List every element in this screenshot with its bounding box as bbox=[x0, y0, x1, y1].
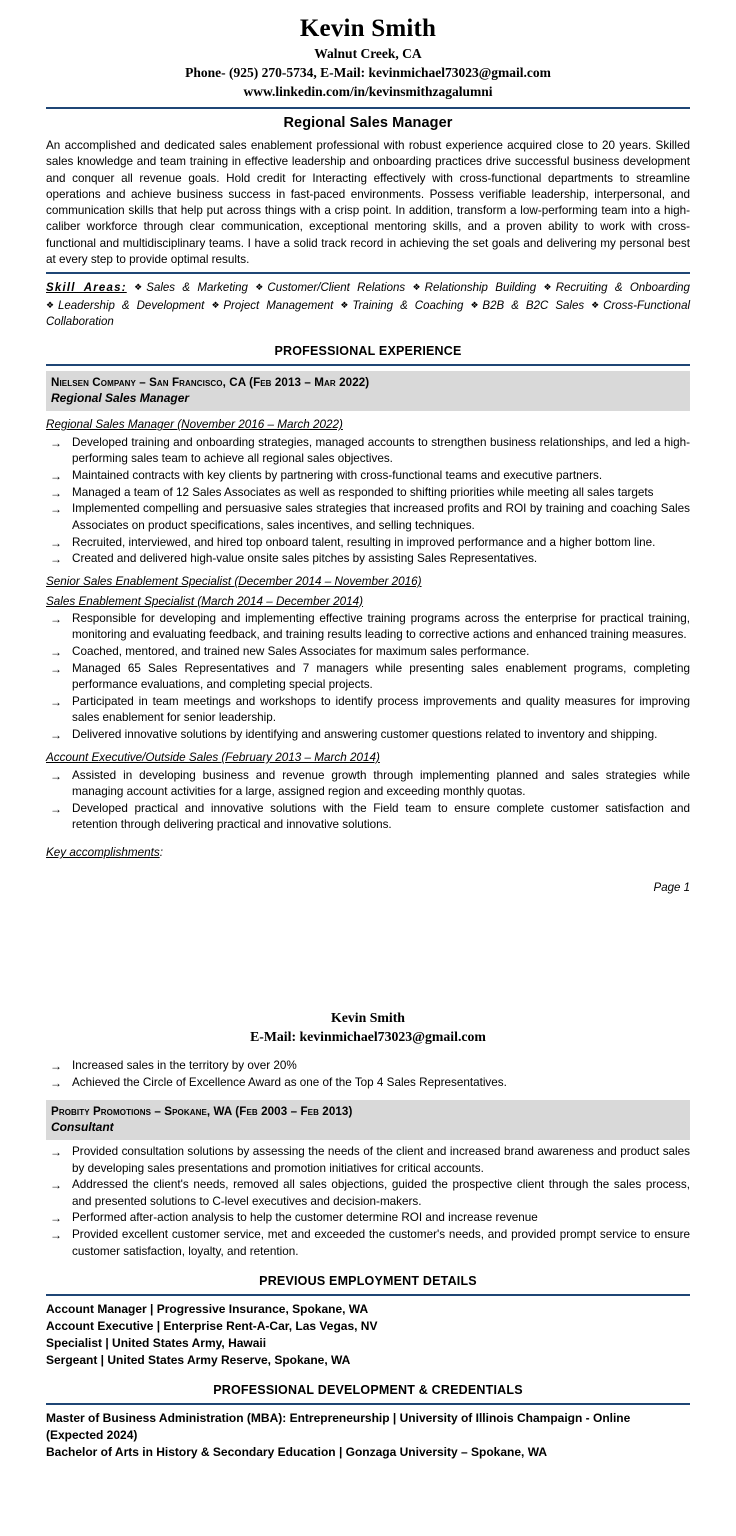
list-item-text: Delivered innovative solutions by identifying and answering customer questions related to inventory and shipping. bbox=[72, 728, 658, 742]
credentials-list bbox=[46, 1410, 690, 1461]
candidate-location: Walnut Creek, CA bbox=[314, 46, 422, 61]
role-title: Senior Sales Enablement Specialist (December 2014 – November 2016) bbox=[46, 575, 422, 589]
role-block-sales-enablement-specialist bbox=[46, 592, 690, 612]
arrow-bullet-icon: → bbox=[50, 1178, 62, 1193]
role-block-senior-sales-enablement-specialist bbox=[46, 568, 690, 592]
role-bullet-list bbox=[46, 611, 690, 743]
candidate-linkedin-url: www.linkedin.com/in/kevinsmithzagalumni bbox=[243, 84, 493, 99]
list-item bbox=[46, 768, 690, 801]
arrow-bullet-icon: → bbox=[50, 662, 62, 677]
arrow-bullet-icon: → bbox=[50, 768, 62, 783]
key-accomplishments-colon: : bbox=[159, 846, 163, 860]
list-item bbox=[46, 435, 690, 468]
skill-item: Relationship Building bbox=[424, 282, 537, 295]
arrow-bullet-icon: → bbox=[50, 1228, 62, 1243]
skill-bullet-icon: ❖ bbox=[543, 282, 556, 293]
arrow-bullet-icon: → bbox=[50, 728, 62, 743]
list-item-text: Addressed the client's needs, removed all sales objections, guided the prospective client through the sales process, and presented solutions to C-level executives and decision-makers. bbox=[72, 1178, 690, 1208]
spacer bbox=[46, 1091, 690, 1100]
arrow-bullet-icon: → bbox=[50, 485, 62, 500]
role-title: Account Executive/Outside Sales (February 2013 – March 2014) bbox=[46, 751, 380, 765]
list-item bbox=[46, 1227, 690, 1260]
role-title: Sales Enablement Specialist (March 2014 – December 2014) bbox=[46, 594, 364, 608]
list-item-text: Performed after-action analysis to help the customer determine ROI and increase revenue bbox=[72, 1211, 538, 1225]
skill-bullet-icon: ❖ bbox=[340, 299, 353, 310]
list-item bbox=[46, 535, 690, 551]
arrow-bullet-icon: → bbox=[50, 552, 62, 567]
list-item-text: Increased sales in the territory by over 20% bbox=[72, 1058, 297, 1072]
arrow-bullet-icon: → bbox=[50, 695, 62, 710]
role-bullet-list bbox=[46, 768, 690, 834]
list-item-text: Developed practical and innovative solutions with the Field team to ensure complete customer satisfaction and retention through delivering practical and innovative solutions. bbox=[72, 801, 690, 831]
previous-employment-divider bbox=[46, 1294, 690, 1296]
arrow-bullet-icon: → bbox=[50, 535, 62, 550]
list-item-text: Achieved the Circle of Excellence Award as one of the Top 4 Sales Representatives. bbox=[72, 1075, 507, 1089]
professional-summary: An accomplished and dedicated sales enablement professional with robust experience acquired close to 20 years. Skilled sales knowledge and team training in effective leadership and onboarding practices drive successful business development and conquer all revenue goals. Hold credit for Interacting effectively with cross-functional departments to streamline operations and achieve business success in fast-paced environments. Possess verifiable leadership, interpersonal, and communication skills that help put across things with a crisp point. In addition, transform a low-performing team into a high-caliber workforce through clear communication, exceptional mentoring skills, and a proven ability to work with cross-functional and multidisciplinary teams. I have a solid track record in achieving the set goals and delivering my personal best at every step to provide optimal results. bbox=[46, 139, 690, 267]
list-item-text: Responsible for developing and implementing effective training programs across the enterprise for practical training, monitoring and evaluating feedback, and training results leading to corrective actions and enhanced training measures. bbox=[72, 612, 690, 642]
company-primary-role: Regional Sales Manager bbox=[51, 391, 190, 406]
arrow-bullet-icon: → bbox=[50, 801, 62, 816]
list-item bbox=[46, 694, 690, 727]
page-2-header-email: E-Mail: kevinmichael73023@gmail.com bbox=[250, 1028, 486, 1044]
skill-bullet-icon: ❖ bbox=[46, 299, 58, 310]
resume-page-2 bbox=[0, 1008, 736, 1466]
arrow-bullet-icon: → bbox=[50, 468, 62, 483]
skill-bullet-icon: ❖ bbox=[211, 299, 224, 310]
list-item bbox=[46, 1210, 690, 1226]
list-item: Account Executive | Enterprise Rent-A-Car, Las Vegas, NV bbox=[46, 1318, 378, 1333]
list-item: Bachelor of Arts in History & Secondary Education | Gonzaga University – Spokane, WA bbox=[46, 1444, 548, 1459]
skill-item: Leadership & Development bbox=[57, 299, 205, 312]
page-1-footer: Page 1 bbox=[653, 881, 690, 894]
skill-bullet-icon: ❖ bbox=[255, 282, 268, 293]
list-item-text: Coached, mentored, and trained new Sales Associates for maximum sales performance. bbox=[72, 645, 530, 659]
role-block-account-executive-outside-sales bbox=[46, 744, 690, 768]
key-accomplishments-list bbox=[46, 1058, 690, 1091]
candidate-contact: Phone- (925) 270-5734, E-Mail: kevinmichael73023@gmail.com bbox=[185, 65, 551, 80]
role-bullet-list bbox=[46, 435, 690, 568]
section-heading-previous-employment: PREVIOUS EMPLOYMENT DETAILS bbox=[259, 1273, 477, 1288]
previous-employment-list bbox=[46, 1301, 690, 1369]
skill-item: Recruiting & Onboarding bbox=[555, 282, 690, 295]
key-accomplishments-label: Key accomplishments bbox=[46, 846, 160, 860]
arrow-bullet-icon: → bbox=[50, 502, 62, 517]
arrow-bullet-icon: → bbox=[50, 612, 62, 627]
skill-item: Customer/Client Relations bbox=[267, 282, 406, 295]
key-accomplishments-label-line bbox=[46, 845, 690, 862]
header-divider bbox=[46, 107, 690, 109]
company-name-location-dates: Probity Promotions – Spokane, WA (Feb 2003 – Feb 2013) bbox=[51, 1105, 353, 1119]
professional-development-divider bbox=[46, 1403, 690, 1405]
arrow-bullet-icon: → bbox=[50, 1075, 62, 1090]
target-job-title: Regional Sales Manager bbox=[283, 115, 453, 131]
list-item-text: Recruited, interviewed, and hired top onboard talent, resulting in improved performance and a higher bottom line. bbox=[72, 535, 656, 549]
arrow-bullet-icon: → bbox=[50, 1058, 62, 1073]
page-break-gap bbox=[0, 896, 736, 1008]
role-block-regional-sales-manager bbox=[46, 415, 690, 435]
section-heading-professional-development: PROFESSIONAL DEVELOPMENT & CREDENTIALS bbox=[213, 1382, 523, 1397]
spacer bbox=[46, 1461, 690, 1466]
skill-bullet-icon: ❖ bbox=[470, 299, 483, 310]
list-item-text: Participated in team meetings and workshops to identify process improvements and quality measures for improving sales enablement for senior leadership. bbox=[72, 695, 690, 725]
skill-bullet-icon: ❖ bbox=[591, 299, 604, 310]
skill-bullet-icon: ❖ bbox=[134, 282, 147, 293]
list-item: Account Manager | Progressive Insurance, Spokane, WA bbox=[46, 1301, 369, 1316]
list-item bbox=[46, 501, 690, 534]
professional-experience-divider bbox=[46, 364, 690, 366]
list-item-text: Managed a team of 12 Sales Associates as well as responded to shifting priorities while meeting all sales targets bbox=[72, 485, 654, 499]
list-item: Master of Business Administration (MBA): Entrepreneurship | University of Illinois Champaign - Online (Expected 2024) bbox=[46, 1410, 631, 1442]
skill-bullet-icon: ❖ bbox=[412, 282, 425, 293]
list-item bbox=[46, 727, 690, 743]
list-item: Specialist | United States Army, Hawaii bbox=[46, 1335, 267, 1350]
section-heading-professional-experience: PROFESSIONAL EXPERIENCE bbox=[274, 344, 462, 359]
skill-areas-items bbox=[46, 282, 690, 328]
skill-areas-label: Skill Areas: bbox=[46, 282, 127, 295]
page-title: Kevin Smith bbox=[299, 15, 437, 42]
list-item bbox=[46, 1058, 690, 1074]
list-item-text: Provided consultation solutions by assessing the needs of the client and increased brand awareness and product sales by developing sales presentations and promotion initiatives for critical accounts. bbox=[72, 1145, 690, 1175]
list-item bbox=[46, 1177, 690, 1210]
role-title: Regional Sales Manager (November 2016 – March 2022) bbox=[46, 418, 343, 432]
list-item bbox=[46, 485, 690, 501]
list-item bbox=[46, 801, 690, 834]
list-item-text: Developed training and onboarding strategies, managed accounts to strengthen business relationships, and led a high-performing sales team to achieve all regional sales objectives. bbox=[72, 435, 690, 466]
skill-item: Training & Coaching bbox=[352, 299, 464, 312]
arrow-bullet-icon: → bbox=[50, 1145, 62, 1160]
list-item-text: Implemented compelling and persuasive sales strategies that increased profits and ROI by training and coaching Sales Associates on product specifications, sales incentives, and selling techniques. bbox=[72, 502, 690, 532]
skill-areas bbox=[46, 279, 690, 330]
company-header-nielsen bbox=[46, 371, 690, 411]
skills-divider-top bbox=[46, 272, 690, 274]
skill-item: B2B & B2C Sales bbox=[482, 299, 585, 312]
company-primary-role: Consultant bbox=[51, 1120, 114, 1135]
arrow-bullet-icon: → bbox=[50, 645, 62, 660]
list-item bbox=[46, 644, 690, 660]
page-2-header-name: Kevin Smith bbox=[331, 1009, 405, 1025]
list-item bbox=[46, 551, 690, 567]
company-name-location-dates: Nielsen Company – San Francisco, CA (Feb 2013 – Mar 2022) bbox=[51, 376, 370, 390]
role-bullet-list bbox=[46, 1144, 690, 1260]
list-item bbox=[46, 661, 690, 694]
list-item-text: Provided excellent customer service, met and exceeded the customer's needs, and provided prompt service to ensure customer satisfaction, loyalty, and retention. bbox=[72, 1228, 690, 1258]
company-header-probity bbox=[46, 1100, 690, 1140]
list-item-text: Assisted in developing business and revenue growth through implementing planned and sales strategies while managing account activities for a large, assigned region and exceeding monthly quotas. bbox=[72, 768, 690, 798]
skill-item: Sales & Marketing bbox=[146, 282, 248, 295]
list-item bbox=[46, 611, 690, 644]
list-item-text: Created and delivered high-value onsite sales pitches by assisting Sales Representatives. bbox=[72, 552, 538, 566]
skill-item: Project Management bbox=[223, 299, 334, 312]
arrow-bullet-icon: → bbox=[50, 435, 62, 450]
list-item bbox=[46, 1144, 690, 1177]
list-item bbox=[46, 468, 690, 484]
skill-item: Cross-Functional Collaboration bbox=[46, 299, 691, 328]
list-item-text: Maintained contracts with key clients by partnering with cross-functional teams and executive partners. bbox=[72, 468, 603, 482]
list-item: Sergeant | United States Army Reserve, Spokane, WA bbox=[46, 1352, 351, 1367]
list-item-text: Managed 65 Sales Representatives and 7 managers while presenting sales enablement programs, completing performance evaluations, and completing special projects. bbox=[72, 662, 690, 692]
list-item bbox=[46, 1075, 690, 1091]
arrow-bullet-icon: → bbox=[50, 1211, 62, 1226]
